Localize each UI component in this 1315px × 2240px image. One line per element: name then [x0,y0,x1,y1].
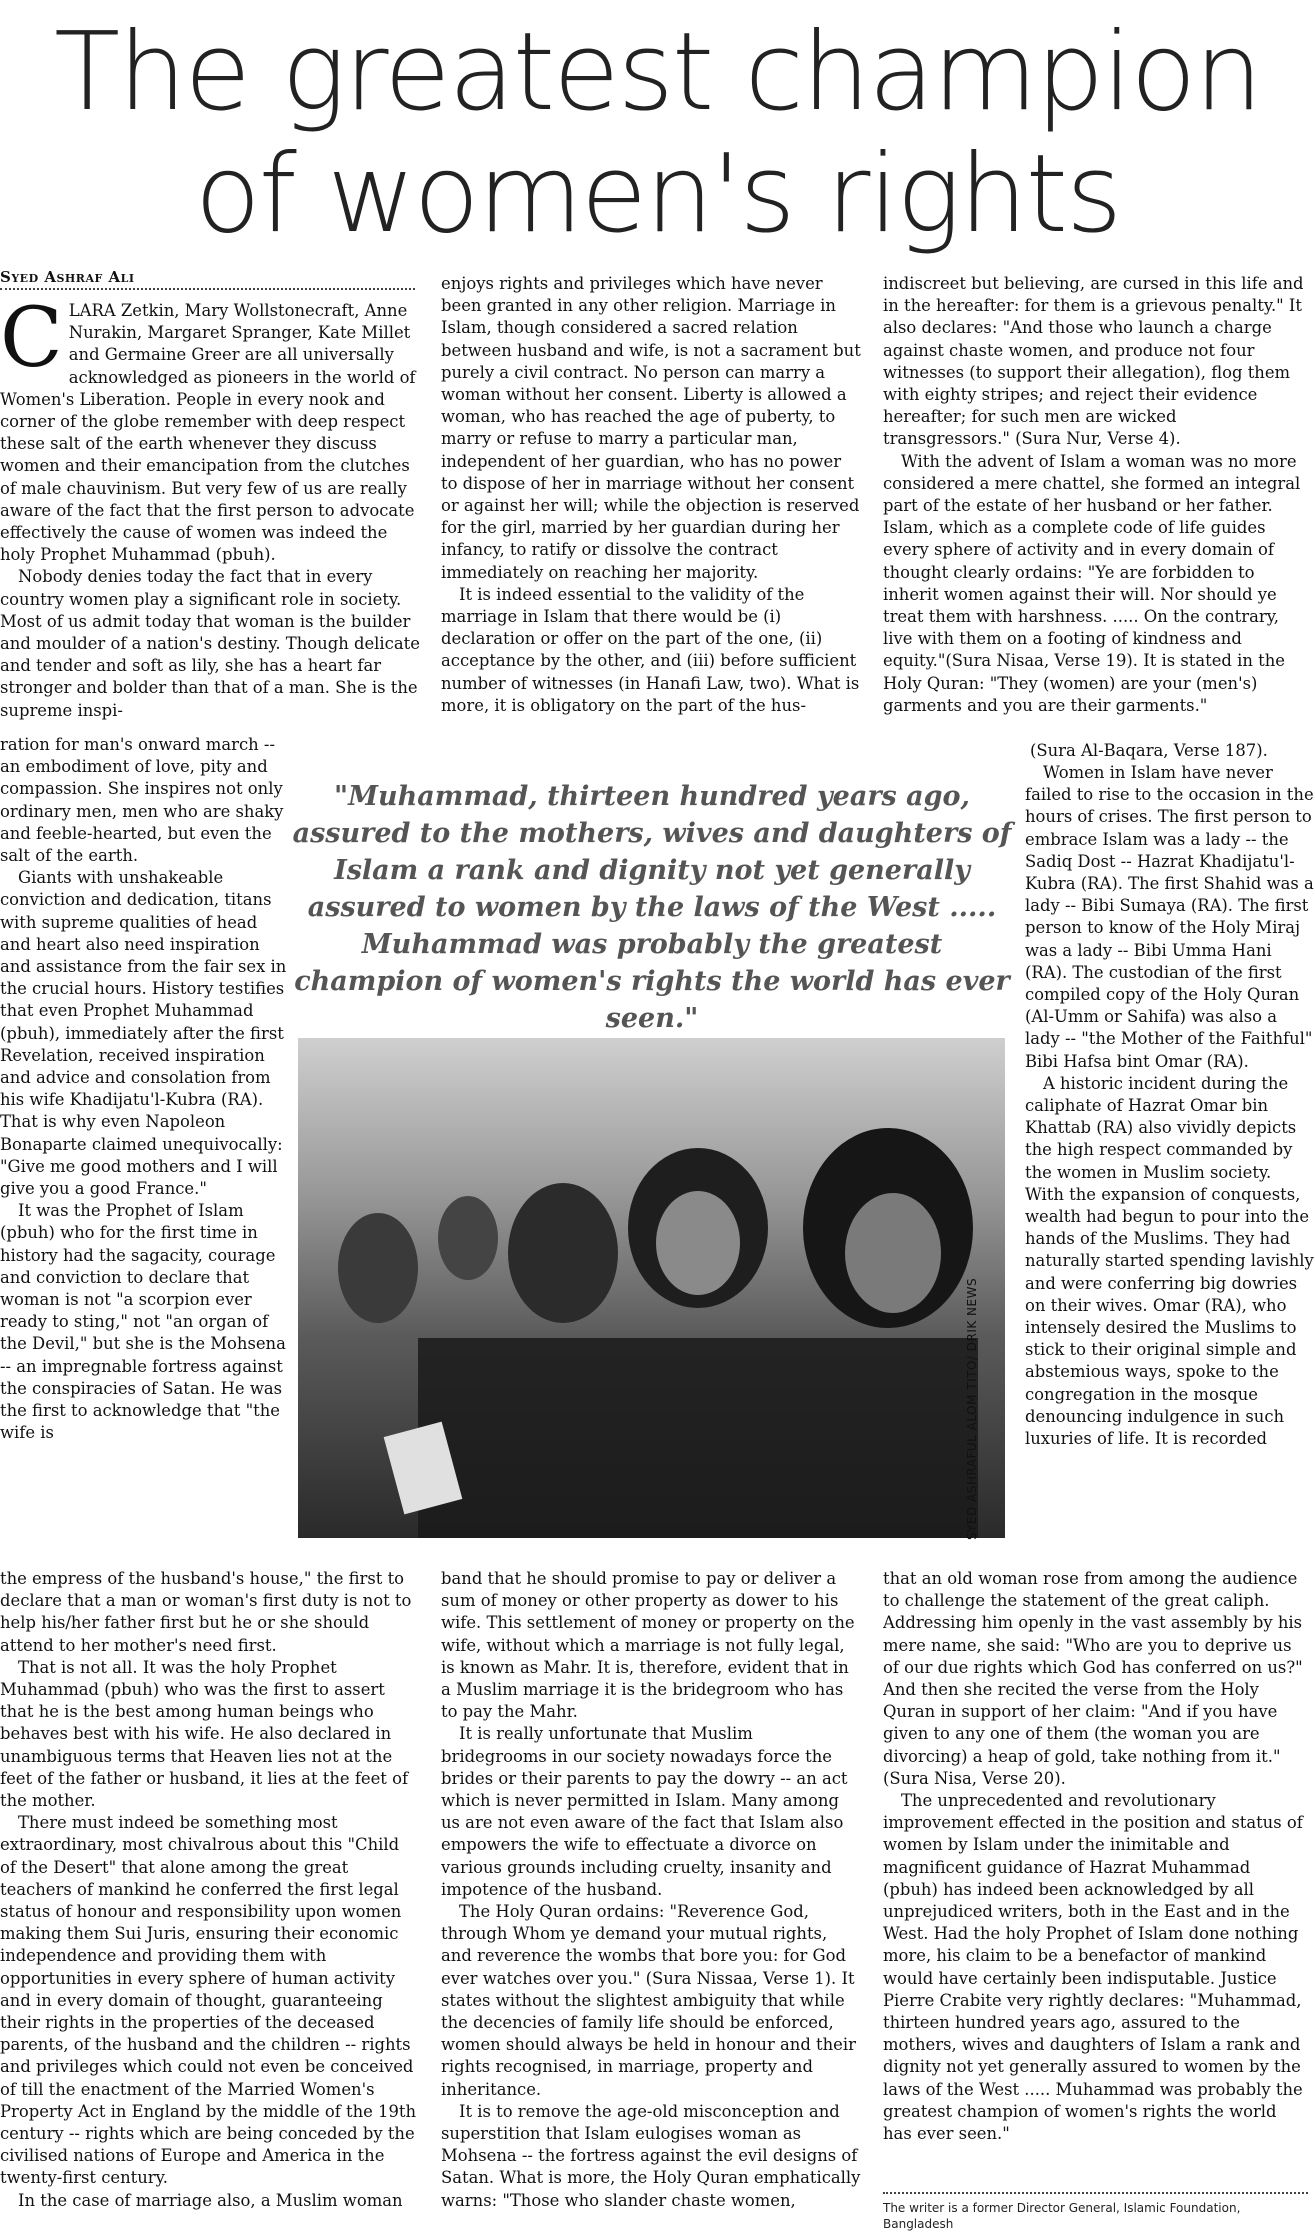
column-2-lower [441,1568,861,2240]
paragraph: Giants with unshakeable conviction and dedication, titans with supreme qualities of head and heart also need inspiration and assistance from the fair sex in the crucial hours. History testifies that even Prophet Muhammad (pbuh), immediately after the first Revelation, received inspiration and advice and consolation from his wife Khadijatu'l-Kubra (RA). That is why even Napoleon Bonaparte claimed unequivocally: "Give me good mothers and I will give you a good France." [0,868,287,1199]
pull-quote: "Muhammad, thirteen hundred years ago, assured to the mothers, wives and daughters of Islam a rank and dignity not yet generally assured to women by the laws of the West ..... Muhammad was probably the greatest champion of women's rights the world has ever seen." [292,781,1012,1034]
headline-line-2: of women's rights [194,132,1121,257]
paragraph: Women in Islam have never failed to rise to the occasion in the hours of crises. The first person to embrace Islam was a lady -- the Sadiq Dost -- Hazrat Khadijatu'l-Kubra (RA). The first Shahid was a lady -- Bibi Sumaya (RA). The first person to know of the Holy Miraj was a lady -- Bibi Umma Hani (RA). The custodian of the first compiled copy of the Holy Quran (Al-Umm or Sahifa) was also a lady -- "the Mother of the Faithful" Bibi Hafsa bint Omar (RA). [1025,763,1314,1071]
author-footnote: The writer is a former Director General, Islamic Foundation, Bangladesh [883,2192,1308,2232]
photo-credit: SYED ASHRAFUL ALOM TITO/ DRIK NEWS [965,1277,979,1540]
column-3-sura [1030,740,1308,764]
column-3-lower [883,1568,1308,2188]
paragraph: the empress of the husband's house," the first to declare that a man or woman's first duty is not to help his/her father first but he or she should attend to her mother's need first. [0,1569,412,1655]
column-1-lower [0,1568,420,2240]
column-3-upper [883,273,1308,739]
column-1-upper [0,300,420,734]
column-1-narrow [0,734,290,1566]
paragraph: indiscreet but believing, are cursed in this life and in the hereafter: for them is a grievous penalty." It also declares: "And those who launch a charge against chaste women, and produce not four witnesses (to support their allegation), flog them with eighty stripes; and reject their evidence hereafter; for such men are wicked transgressors." (Sura Nur, Verse 4). [883,274,1304,449]
paragraph: That is not all. It was the holy Prophet Muhammad (pbuh) who was the first to assert that he is the best among human beings who behaves best with his wife. He also declared in unambiguous terms that Heaven lies not at the feet of the father or husband, it lies at the feet of the mother. [0,1657,409,1811]
paragraph: that an old woman rose from among the audience to challenge the statement of the great caliph. Addressing him openly in the vast assembly by his mere name, she said: "Who are you to deprive us of our due rights which God has conferred on us?" And then she recited the verse from the Holy Quran in support of her claim: "And if you have given to any one of them (the woman you are divorcing) a heap of gold, take nothing from it." (Sura Nisa, Verse 20). [883,1569,1303,1788]
paragraph: In the case of marriage also, a Muslim woman [18,2190,403,2210]
paragraph: (Sura Al-Baqara, Verse 187). [1030,741,1268,760]
column-2-upper [441,273,861,743]
paragraph-opening: CLARA Zetkin, Mary Wollstonecraft, Anne Nurakin, Margaret Spranger, Kate Millet and Germaine Greer are all universally acknowledged as pioneers in the world of Women's Liberation. People in every nook and corner of the globe remember with deep respect these salt of the earth whenever they discuss women and their emancipation from the clutches of male chauvinism. But very few of us are really aware of the fact that the first person to advocate effectively the cause of women was indeed the holy Prophet Muhammad (pbuh). [0,300,416,565]
paragraph: The Holy Quran ordains: "Reverence God, through Whom ye demand your mutual rights, and reverence the wombs that bore you: for God ever watches over you." (Sura Nissaa, Verse 1). It states without the slightest ambiguity that while the decencies of family life should be enforced, women should always be held in honour and their rights recognised, in marriage, property and inheritance. [441,1902,856,2099]
headline-line-1: The greatest champion [54,10,1261,135]
paragraph: With the advent of Islam a woman was no more considered a mere chattel, she formed an integral part of the estate of her husband or her father. Islam, which as a complete code of life guides every sphere of activity and in every domain of thought clearly ordains: "Ye are forbidden to inherit women against their will. Nor should ye treat them with harshness. ..... On the contrary, live with them on a footing of kindness and equity."(Sura Nisaa, Verse 19). It is stated in the Holy Quran: "They (women) are your (men's) garments and you are their garments." [883,451,1301,715]
paragraph: ration for man's onward march -- an embodiment of love, pity and compassion. She inspires not only ordinary men, men who are shaky and feeble-hearted, but even the salt of the earth. [0,735,284,866]
photo-women-queue [298,1038,1005,1538]
column-3-narrow [1025,762,1315,1564]
drop-cap: C [0,300,63,386]
byline: Syed Ashraf Ali [0,268,415,290]
paragraph: There must indeed be something most extraordinary, most chivalrous about this "Child of the Desert" that alone among the great teachers of mankind he conferred the first legal status of honour and responsibility upon women making them Sui Juris, ensuring their economic independence and providing them with opportunities in every sphere of human activity and in every domain of thought, guaranteeing their rights in the properties of the deceased parents, of the husband and the children -- rights and privileges which could not even be conceived of till the enactment of the Married Women's Property Act in England by the middle of the 19th century -- rights which are being conceded by the civilised nations of Europe and America in the twenty-first century. [0,1813,417,2188]
headline [0,12,1315,256]
paragraph: A historic incident during the caliphate of Hazrat Omar bin Khattab (RA) also vividly depicts the high respect commanded by the women in Muslim society. With the expansion of conquests, wealth had begun to pour into the hands of the Muslims. They had naturally started spending lavishly and were conferring big dowries on their wives. Omar (RA), who intensely desired the Muslims to stick to their original simple and abstemious ways, spoke to the congregation in the mosque denouncing indulgence in such luxuries of life. It is recorded [1025,1073,1314,1449]
paragraph: It is really unfortunate that Muslim bridegrooms in our society nowadays force the brides or their parents to pay the dowry -- an act which is never permitted in Islam. Many among us are not even aware of the fact that Islam also empowers the wife to effectuate a divorce on various grounds including cruelty, insanity and impotence of the husband. [441,1724,848,1899]
paragraph: It was the Prophet of Islam (pbuh) who for the first time in history had the sagacity, courage and conviction to declare that woman is not "a scorpion ever ready to sting," not "an organ of the Devil," but she is the Mohsena -- an impregnable fortress against the conspiracies of Satan. He was the first to acknowledge that "the wife is [0,1201,286,1443]
paragraph: It is to remove the age-old misconception and superstition that Islam eulogises woman as Mohsena -- the fortress against the evil designs of Satan. What is more, the Holy Quran emphatically warns: "Those who slander chaste women, [441,2101,861,2210]
paragraph: enjoys rights and privileges which have never been granted in any other religion. Marriage in Islam, though considered a sacred relation between husband and wife, is not a sacrament but purely a civil contract. No person can marry a woman without her consent. Liberty is allowed a woman, who has reached the age of puberty, to marry or refuse to marry a particular man, independent of her guardian, who has no power to dispose of her in marriage without her consent or against her will; while the objection is reserved for the girl, married by her guardian during her infancy, to ratify or dissolve the contract immediately on reaching her majority. [441,274,861,582]
paragraph: band that he should promise to pay or deliver a sum of money or other property as dower to his wife. This settlement of money or property on the wife, without which a marriage is not fully legal, is known as Mahr. It is, therefore, evident that in a Muslim marriage it is the bridegroom who has to pay the Mahr. [441,1569,855,1722]
paragraph: The unprecedented and revolutionary improvement effected in the position and status of women by Islam under the inimitable and magnificent guidance of Hazrat Muhammad (pbuh) has indeed been acknowledged by all unprejudiced writers, both in the East and in the West. Had the holy Prophet of Islam done nothing more, his claim to be a benefactor of mankind would have certainly been indisputable. Justice Pierre Crabite very rightly declares: "Muhammad, thirteen hundred years ago, assured to the mothers, wives and daughters of Islam a rank and dignity not yet generally assured to women by the laws of the West ..... Muhammad was probably the greatest champion of women's rights the world has ever seen." [883,1791,1303,2144]
paragraph: It is indeed essential to the validity of the marriage in Islam that there would be (i) declaration or offer on the part of the one, (ii) acceptance by the other, and (iii) before sufficient number of witnesses (in Hanafi Law, two). What is more, it is obligatory on the part of the hus- [441,584,860,715]
paragraph: Nobody denies today the fact that in every country women play a significant role in society. Most of us admit today that woman is the builder and moulder of a nation's destiny. Though delicate and tender and soft as lily, she has a heart far stronger and bolder than that of a man. She is the supreme inspi- [0,567,420,720]
photo-placeholder-icon [298,1038,1005,1538]
